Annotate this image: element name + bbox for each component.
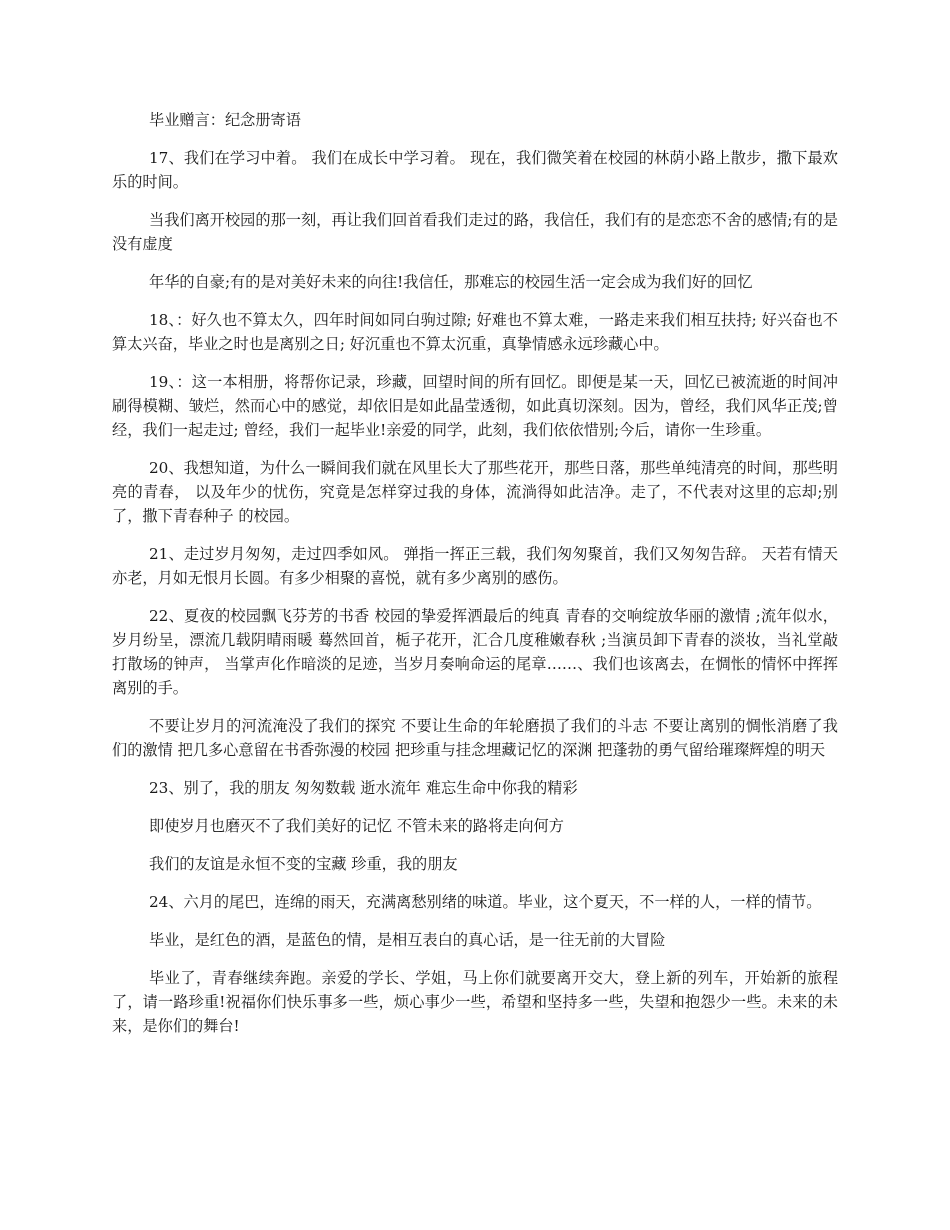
paragraph: 我们的友谊是永恒不变的宝藏 珍重，我的朋友 (149, 855, 458, 873)
paragraph: 当我们离开校园的那一刻，再让我们回首看我们走过的路，我信任，我们有的是恋恋不舍的感情;有的是没有虚度 (112, 211, 838, 253)
paragraph-22: 22、夏夜的校园飘飞芬芳的书香 校园的挚爱挥洒最后的纯真 青春的交响绽放华丽的激情 ;流年似水，岁月纷呈，漂流几载阴晴雨暖 蓦然回首，栀子花开，汇合几度稚嫩春秋 ;当演员卸下青春的淡妆，当礼堂敲打散场的钟声， 当掌声化作暗淡的足迹，当岁月奏响命运的尾章……、我们也该离去，在惆怅的情怀中挥挥离别的手。 (112, 607, 838, 697)
paragraph: 不要让岁月的河流淹没了我们的探究 不要让生命的年轮磨损了我们的斗志 不要让离别的惆怅消磨了我们的激情 把几多心意留在书香弥漫的校园 把珍重与挂念埋藏记忆的深渊 把蓬勃的勇气留给璀璨辉煌的明天 (112, 717, 838, 759)
paragraph-21: 21、走过岁月匆匆，走过四季如风。 弹指一挥正三载，我们匆匆聚首，我们又匆匆告辞。 天若有情天亦老，月如无恨月长圆。有多少相聚的喜悦，就有多少离别的感伤。 (112, 545, 838, 587)
paragraph: 毕业了，青春继续奔跑。亲爱的学长、学姐，马上你们就要离开交大，登上新的列车，开始新的旅程了，请一路珍重!祝福你们快乐事多一些，烦心事少一些，希望和坚持多一些，失望和抱怨少一些。未来的未来，是你们的舞台! (112, 969, 838, 1035)
paragraph-17: 17、我们在学习中着。 我们在成长中学习着。 现在，我们微笑着在校园的林荫小路上散步，撒下最欢乐的时间。 (112, 149, 838, 191)
paragraph-19: 19、：这一本相册，将帮你记录，珍藏，回望时间的所有回忆。即便是某一天，回忆已被流逝的时间冲刷得模糊、皱烂，然而心中的感觉，却依旧是如此晶莹透彻，如此真切深刻。因为，曾经，我们风华正茂;曾经，我们一起走过; 曾经，我们一起毕业!亲爱的同学，此刻，我们依依惜别;今后，请你一生珍重。 (112, 373, 838, 439)
paragraph: 年华的自豪;有的是对美好未来的向往!我信任，那难忘的校园生活一定会成为我们好的回忆 (149, 273, 753, 291)
paragraph-18: 18、：好久也不算太久，四年时间如同白驹过隙; 好难也不算太难，一路走来我们相互扶持; 好兴奋也不算太兴奋，毕业之时也是离别之日; 好沉重也不算太沉重，真挚情感永远珍藏心中。 (112, 311, 838, 353)
paragraph-20: 20、我想知道，为什么一瞬间我们就在风里长大了那些花开，那些日落，那些单纯清亮的时间，那些明亮的青春， 以及年少的忧伤，究竟是怎样穿过我的身体，流淌得如此洁净。走了，不代表对这里的忘却;别了，撒下青春种子 的校园。 (112, 459, 838, 525)
paragraph: 即使岁月也磨灭不了我们美好的记忆 不管未来的路将走向何方 (149, 817, 564, 835)
document-page (112, 108, 838, 1052)
paragraph-23: 23、别了，我的朋友 匆匆数载 逝水流年 难忘生命中你我的精彩 (149, 779, 578, 797)
paragraph-24: 24、六月的尾巴，连绵的雨天，充满离愁别绪的味道。毕业，这个夏天，不一样的人，一样的情节。 (149, 893, 822, 911)
paragraph: 毕业，是红色的酒，是蓝色的情，是相互表白的真心话，是一往无前的大冒险 (149, 931, 666, 949)
document-title: 毕业赠言：纪念册寄语 (149, 111, 301, 129)
